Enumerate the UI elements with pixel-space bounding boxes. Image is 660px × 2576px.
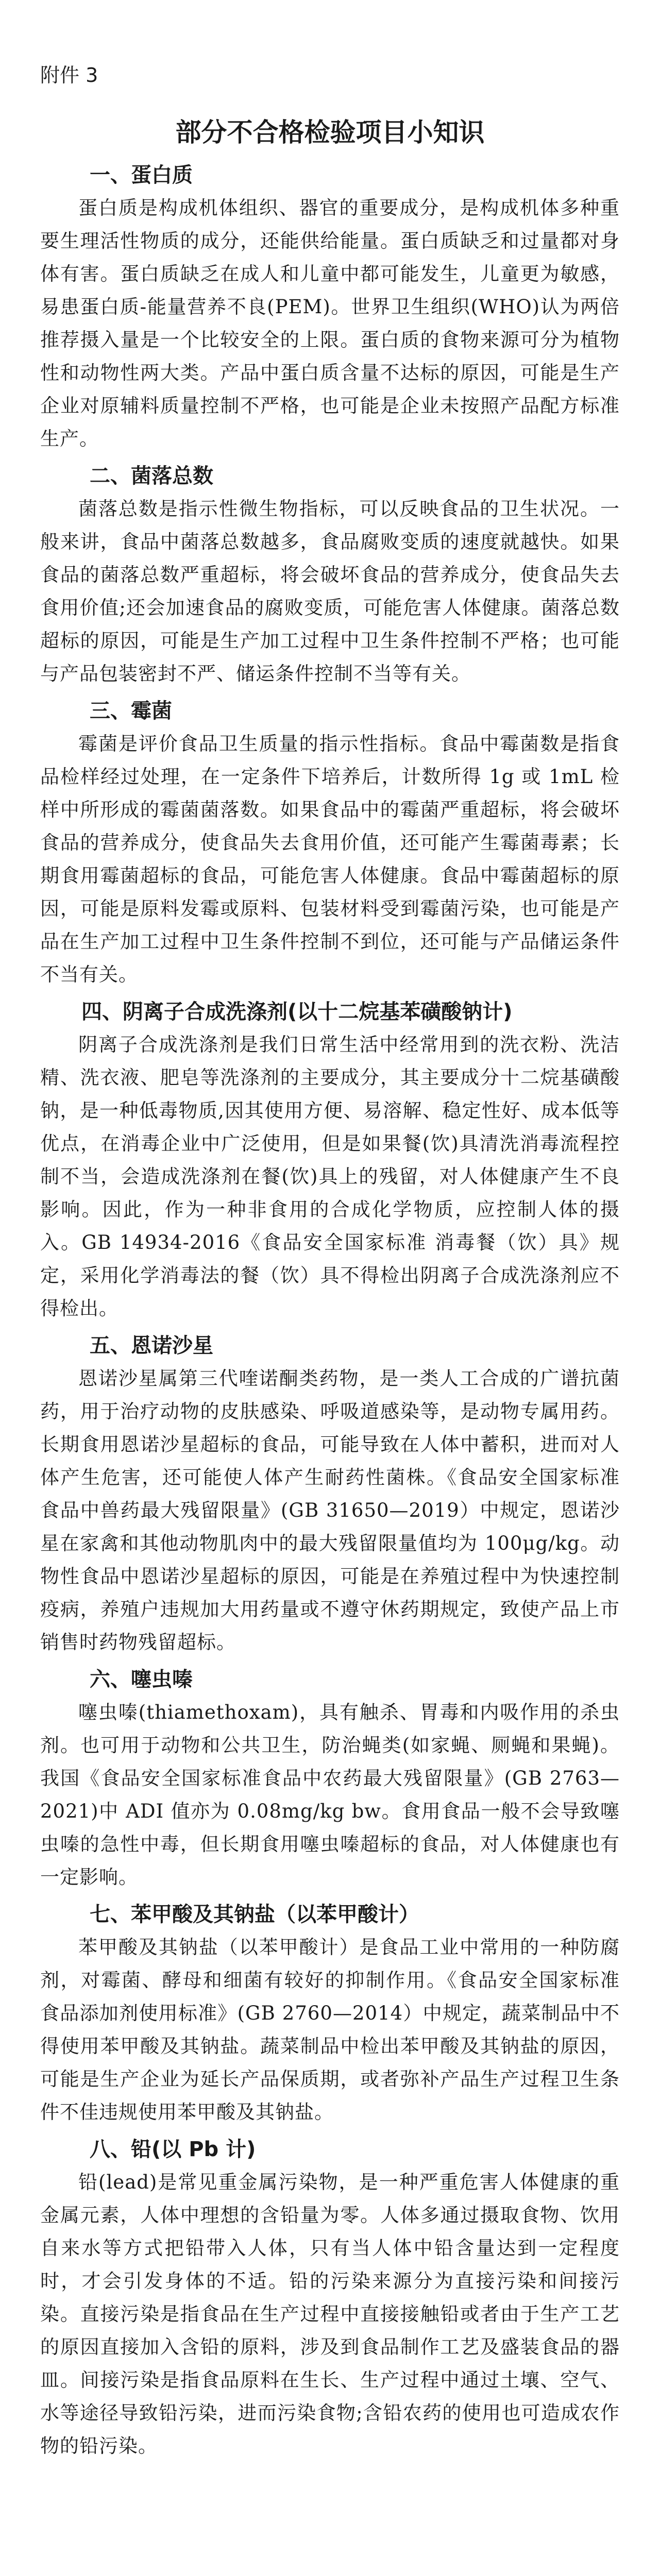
section-thiamethoxam: [40, 1663, 620, 1894]
section-heading: 六、噻虫嗪: [90, 1668, 193, 1691]
section-total-bacterial-count: [40, 460, 620, 690]
section-heading: 八、铅(以 Pb 计): [90, 2138, 256, 2161]
section-heading: 七、苯甲酸及其钠盐（以苯甲酸计）: [90, 1903, 419, 1926]
section-anionic-detergent: [40, 995, 620, 1325]
section-mold: [40, 694, 620, 991]
section-paragraph: 霉菌是评价食品卫生质量的指示性指标。食品中霉菌数是指食品检样经过处理，在一定条件下培养后，计数所得 1g 或 1mL 检样中所形成的霉菌菌落数。如果食品中的霉菌严重超标，将会破坏食品的营养成分，使食品失去食用价值，还可能产生霉菌毒素；长期食用霉菌超标的食品，可能危害人体健康。食品中霉菌超标的原因，可能是原料发霉或原料、包装材料受到霉菌污染，也可能是产品在生产加工过程中卫生条件控制不到位，还可能与产品储运条件不当有关。: [40, 733, 620, 986]
section-heading: 二、菌落总数: [90, 464, 213, 488]
section-paragraph: 苯甲酸及其钠盐（以苯甲酸计）是食品工业中常用的一种防腐剂，对霉菌、酵母和细菌有较好的抑制作用。《食品安全国家标准 食品添加剂使用标准》(GB 2760—2014）中规定，蔬菜制品中不得使用苯甲酸及其钠盐。蔬菜制品中检出苯甲酸及其钠盐的原因，可能是生产企业为延长产品保质期，或者弥补产品生产过程卫生条件不佳违规使用苯甲酸及其钠盐。: [40, 1936, 620, 2123]
section-paragraph: 阴离子合成洗涤剂是我们日常生活中经常用到的洗衣粉、洗洁精、洗衣液、肥皂等洗涤剂的主要成分，其主要成分十二烷基磺酸钠，是一种低毒物质,因其使用方便、易溶解、稳定性好、成本低等优点，在消毒企业中广泛使用，但是如果餐(饮)具清洗消毒流程控制不当，会造成洗涤剂在餐(饮)具上的残留，对人体健康产生不良影响。因此，作为一种非食用的合成化学物质，应控制人体的摄入。GB 14934-2016《食品安全国家标准 消毒餐（饮）具》规定，采用化学消毒法的餐（饮）具不得检出阴离子合成洗涤剂应不得检出。: [40, 1033, 620, 1319]
section-paragraph: 噻虫嗪(thiamethoxam)，具有触杀、胃毒和内吸作用的杀虫剂。也可用于动物和公共卫生，防治蝇类(如家蝇、厕蝇和果蝇)。我国《食品安全国家标准食品中农药最大残留限量》(GB 2763—2021)中 ADI 值亦为 0.08mg/kg bw。食用食品一般不会导致噻虫嗪的急性中毒，但长期食用噻虫嗪超标的食品，对人体健康也有一定影响。: [40, 1701, 620, 1888]
section-heading: 三、霉菌: [90, 699, 172, 723]
section-benzoic-acid: [40, 1898, 620, 2129]
annex-label: 附件 3: [40, 64, 98, 87]
section-paragraph: 铅(lead)是常见重金属污染物，是一种严重危害人体健康的重金属元素，人体中理想的含铅量为零。人体多通过摄取食物、饮用自来水等方式把铅带入人体，只有当人体中铅含量达到一定程度时，才会引发身体的不适。铅的污染来源分为直接污染和间接污染。直接污染是指食品在生产过程中直接接触铅或者由于生产工艺的原因直接加入含铅的原料，涉及到食品制作工艺及盛装食品的器皿。间接污染是指食品原料在生长、生产过程中通过土壤、空气、水等途径导致铅污染，进而污染食物;含铅农药的使用也可造成农作物的铅污染。: [40, 2171, 620, 2457]
document-title: 部分不合格检验项目小知识: [175, 117, 485, 147]
section-heading: 一、蛋白质: [90, 163, 193, 187]
section-heading: 五、恩诺沙星: [90, 1334, 213, 1358]
section-lead: [40, 2133, 620, 2463]
section-paragraph: 恩诺沙星属第三代喹诺酮类药物，是一类人工合成的广谱抗菌药，用于治疗动物的皮肤感染、呼吸道感染等，是动物专属用药。长期食用恩诺沙星超标的食品，可能导致在人体中蓄积，进而对人体产生危害，还可能使人体产生耐药性菌株。《食品安全国家标准 食品中兽药最大残留限量》(GB 31650—2019）中规定，恩诺沙星在家禽和其他动物肌肉中的最大残留限量值均为 100μg/kg。动物性食品中恩诺沙星超标的原因，可能是在养殖过程中为快速控制疫病，养殖户违规加大用药量或不遵守休药期规定，致使产品上市销售时药物残留超标。: [40, 1367, 620, 1653]
section-enrofloxacin: [40, 1329, 620, 1659]
section-paragraph: 蛋白质是构成机体组织、器官的重要成分，是构成机体多种重要生理活性物质的成分，还能供给能量。蛋白质缺乏和过量都对身体有害。蛋白质缺乏在成人和儿童中都可能发生，儿童更为敏感，易患蛋白质-能量营养不良(PEM)。世界卫生组织(WHO)认为两倍推荐摄入量是一个比较安全的上限。蛋白质的食物来源可分为植物性和动物性两大类。产品中蛋白质含量不达标的原因，可能是生产企业对原辅料质量控制不严格，也可能是企业未按照产品配方标准生产。: [40, 197, 620, 450]
section-paragraph: 菌落总数是指示性微生物指标，可以反映食品的卫生状况。一般来讲，食品中菌落总数越多，食品腐败变质的速度就越快。如果食品的菌落总数严重超标，将会破坏食品的营养成分，使食品失去食用价值;还会加速食品的腐败变质，可能危害人体健康。菌落总数超标的原因，可能是生产加工过程中卫生条件控制不严格；也可能与产品包装密封不严、储运条件控制不当等有关。: [40, 498, 620, 685]
section-protein: [40, 159, 620, 455]
section-heading: 四、阴离子合成洗涤剂(以十二烷基苯磺酸钠计): [81, 1000, 513, 1024]
